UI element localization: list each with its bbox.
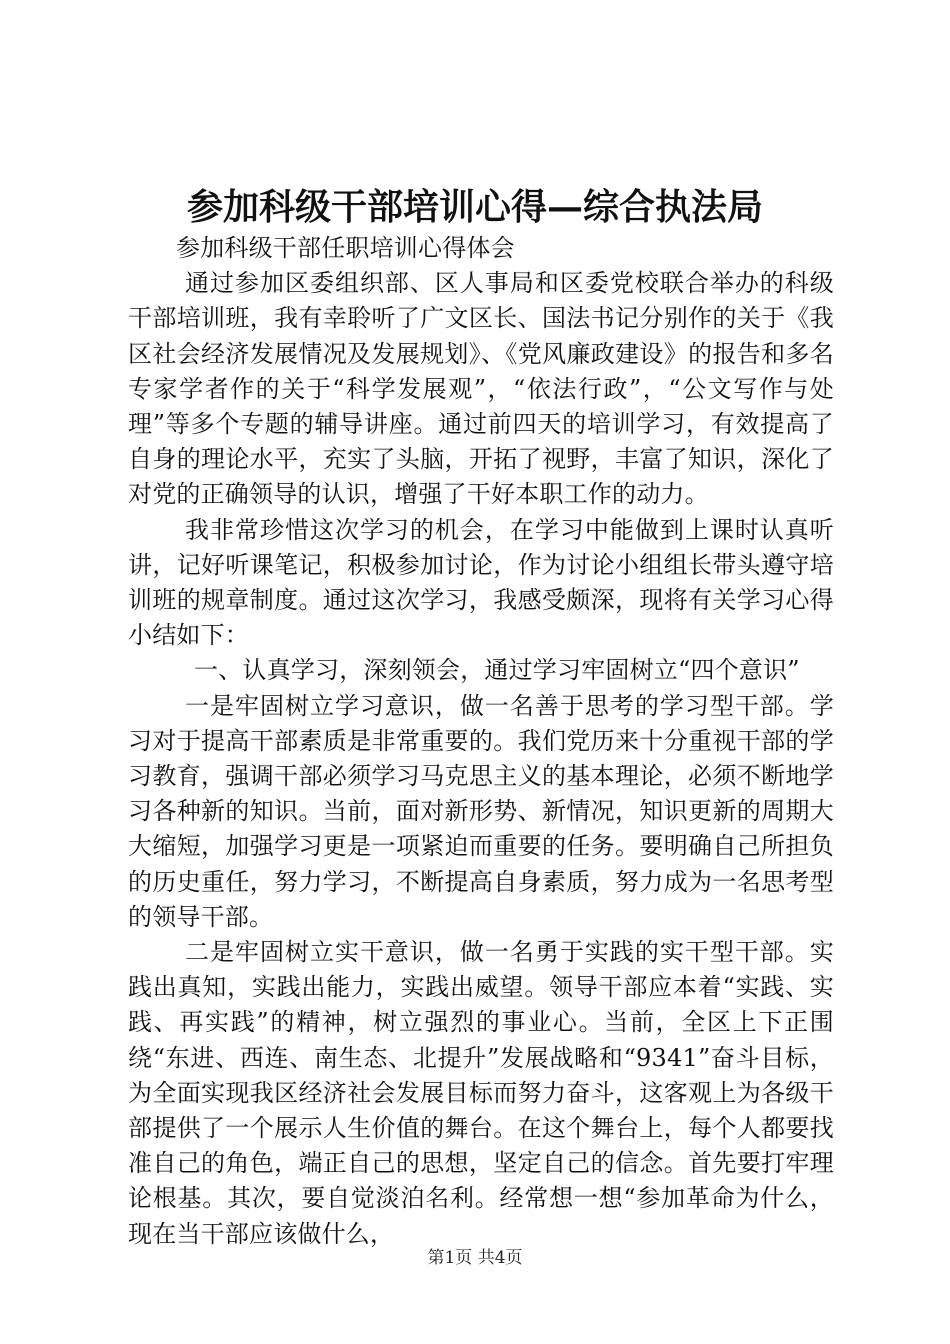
paragraph-learning-awareness: 一是牢固树立学习意识，做一名善于思考的学习型干部。学习对于提高干部素质是非常重要的。我们党历来十分重视干部的学习教育，强调干部必须学习马克思主义的基本理论，必须不断地学习各种新的知识。当前，面对新形势、新情况，知识更新的周期大大缩短，加强学习更是一项紧迫而重要的任务。要明确自己所担负的历史重任，努力学习，不断提高自身素质，努力成为一名思考型的领导干部。 <box>128 691 834 931</box>
document-subtitle: 参加科级干部任职培训心得体会 <box>176 234 515 262</box>
section-heading-one: 一、认真学习，深刻领会，通过学习牢固树立“四个意识” <box>194 656 800 685</box>
document-body <box>128 231 834 1252</box>
document-title: 参加科级干部培训心得—综合执法局 <box>186 186 763 228</box>
paragraph-intro: 通过参加区委组织部、区人事局和区委党校联合举办的科级干部培训班，我有幸聆听了广文区长、国法书记分别作的关于《我区社会经济发展情况及发展规划》、《党风廉政建设》的报告和多名专家学者作的关于“科学发展观”，“依法行政”，“公文写作与处理”等多个专题的辅导讲座。通过前四天的培训学习，有效提高了自身的理论水平，充实了头脑，开拓了视野，丰富了知识，深化了对党的正确领导的认识，增强了干好本职工作的动力。 <box>128 269 834 509</box>
paragraph-practical-awareness: 二是牢固树立实干意识，做一名勇于实践的实干型干部。实践出真知，实践出能力，实践出威望。领导干部应本着“实践、实践、再实践”的精神，树立强烈的事业心。当前，全区上下正围绕“东进、西连、南生态、北提升”发展战略和“9341”奋斗目标，为全面实现我区经济社会发展目标而努力奋斗，这客观上为各级干部提供了一个展示人生价值的舞台。在这个舞台上，每个人都要找准自己的角色，端正自己的思想，坚定自己的信念。首先要打牢理论根基。其次，要自觉淡泊名利。经常想一想“参加革命为什么，现在当干部应该做什么， <box>128 938 834 1248</box>
paragraph-study-opportunity: 我非常珍惜这次学习的机会，在学习中能做到上课时认真听讲，记好听课笔记，积极参加讨论，作为讨论小组组长带头遵守培训班的规章制度。通过这次学习，我感受颇深，现将有关学习心得小结如下： <box>128 515 834 650</box>
page-footer: 第1页 共4页 <box>427 1248 523 1268</box>
